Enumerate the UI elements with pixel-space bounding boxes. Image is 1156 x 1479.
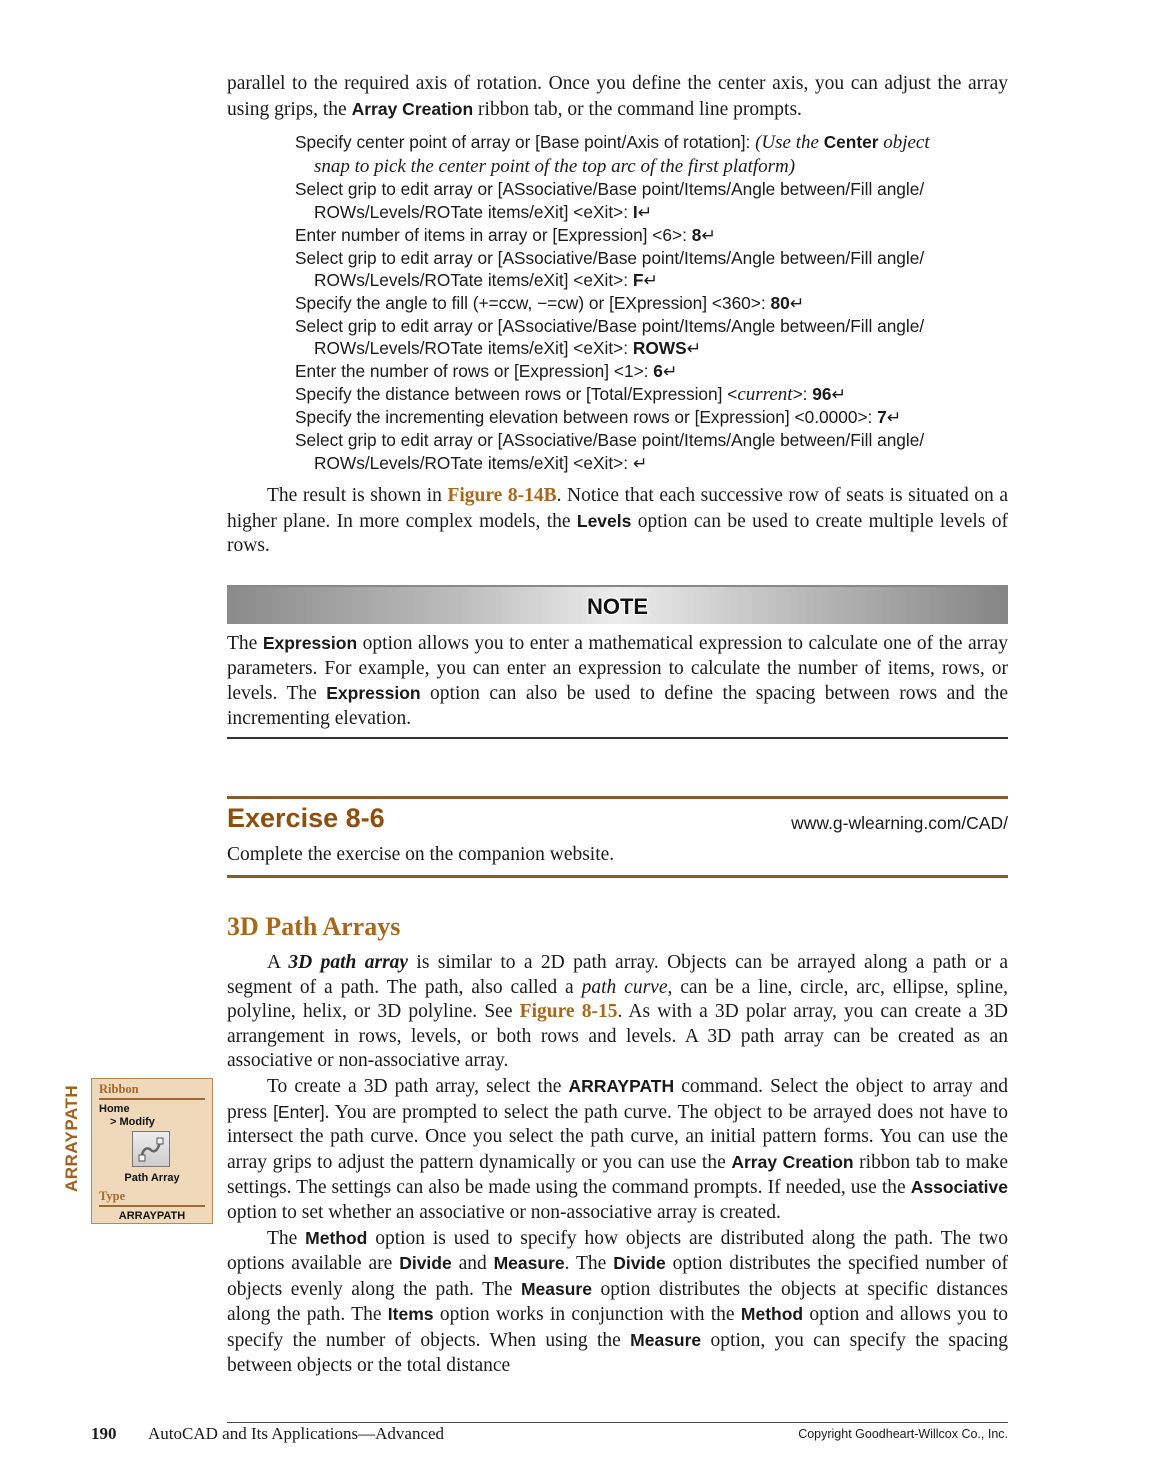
command-line: [295, 452, 1015, 475]
text-run: ↵: [643, 270, 658, 291]
page-footer: [91, 1422, 1008, 1444]
text-run: Expression: [262, 633, 358, 653]
text-run: Measure: [520, 1278, 592, 1299]
figure-link[interactable]: Figure 8-15: [519, 1001, 618, 1023]
note-header: NOTE: [227, 585, 1008, 624]
path-array-label: Path Array: [124, 1172, 180, 1184]
text-run: Array Creation: [731, 1151, 854, 1172]
text-run: ↵: [789, 292, 805, 313]
divider: [99, 1205, 205, 1207]
type-heading: Type: [99, 1189, 126, 1203]
text-run: The: [227, 633, 263, 654]
section-paragraph-1: [227, 951, 1008, 1074]
text-run: object: [878, 132, 930, 153]
text-run: Associative: [910, 1177, 1008, 1198]
text-run: current: [737, 383, 793, 405]
command-line: [295, 315, 1015, 338]
ribbon-tab: Home: [99, 1103, 130, 1115]
text-run: Center: [823, 132, 879, 152]
section-body: [227, 951, 1008, 1378]
command-line: [295, 337, 1015, 360]
text-run: Select grip to edit array or [ASsociative/Base point/Items/Angle between/Fill angle/: [295, 315, 925, 336]
text-run: 6: [653, 361, 663, 382]
text-run: . Notice that each successive row of seats is situated on a higher plane. In more complex models, the: [227, 485, 1009, 532]
command-line: [295, 224, 1015, 247]
note-body: [227, 631, 1008, 731]
text-run: . You are prompted to select the path curve. The object to be arrayed does not have to intersect the path curve. Once you select the path curve, an initial pattern forms. You can use the array grips to adjust the pattern dynamically or you can use the: [227, 1101, 1008, 1173]
exercise-title: Exercise 8-6: [227, 803, 385, 833]
text-run: and: [451, 1253, 494, 1275]
text-run: ROWs/Levels/ROTate items/eXit] <eXit>:: [314, 202, 633, 223]
page-number: 190: [91, 1424, 117, 1443]
text-run: . As with a 3D polar array, you can create a 3D arrangement in rows, levels, or both rows and levels. A 3D path array can be created as an associative or non-associative array.: [227, 1001, 1008, 1072]
text-run: option allows you to enter a mathematical expression to calculate one of the array parameters. For example, you can enter an expression to calculate the number of items, rows, or levels. The: [227, 633, 1008, 705]
text-run: To create a 3D path array, select the: [267, 1075, 569, 1097]
exercise-url[interactable]: www.g-wlearning.com/CAD/: [791, 813, 1008, 833]
text-run: 3D path array: [288, 952, 409, 973]
text-run: 96: [812, 383, 832, 404]
text-run: [Enter]: [273, 1101, 325, 1122]
text-run: 80: [770, 292, 790, 313]
text-run: . The: [564, 1253, 614, 1275]
text-run: A: [267, 952, 289, 973]
command-line: [295, 360, 1015, 383]
text-run: Array Creation: [351, 98, 474, 119]
text-run: option to set whether an associative or non-associative array is created.: [227, 1201, 781, 1223]
text-run: Levels: [576, 510, 632, 531]
command-line: [295, 292, 1015, 315]
text-run: ribbon tab, or the command line prompts.: [473, 98, 802, 120]
text-run: parallel to the required axis of rotation. Once you define the center axis, you can adjust the array using grips, the: [227, 73, 1008, 120]
text-run: ARRAYPATH: [568, 1075, 675, 1096]
text-run: (Use the: [755, 132, 824, 153]
text-run: option is used to specify how objects are distributed along the path. The two options available are: [227, 1227, 1008, 1275]
figure-link[interactable]: Figure 8-14B: [447, 485, 557, 506]
text-run: Items: [387, 1304, 434, 1325]
intro-paragraph: [227, 72, 1008, 122]
command-line: [295, 131, 1015, 155]
section-paragraph-3: [227, 1226, 1008, 1379]
text-run: ↵: [701, 224, 716, 245]
exercise-top-rule: [227, 796, 1008, 799]
command-line: [295, 383, 1015, 407]
divider: [99, 1098, 205, 1100]
text-run: Measure: [630, 1329, 702, 1350]
text-run: The: [267, 1227, 306, 1249]
text-run: ↵: [686, 338, 702, 359]
text-run: I: [632, 202, 638, 223]
command-line: [295, 406, 1015, 429]
text-run: option and allows you to specify the number of objects. When using the: [227, 1304, 1008, 1351]
text-run: ROWs/Levels/ROTate items/eXit] <eXit>: ↵: [314, 452, 648, 473]
text-run: ROWs/Levels/ROTate items/eXit] <eXit>:: [314, 338, 633, 359]
text-run: , can be a line, circle, arc, ellipse, spline, polyline, helix, or 3D polyline. See: [227, 976, 1008, 1023]
text-run: 8: [691, 224, 702, 245]
text-run: ROWs/Levels/ROTate items/eXit] <eXit>:: [314, 270, 633, 291]
text-run: ↵: [886, 407, 902, 428]
ribbon-panel: > Modify: [110, 1116, 155, 1128]
exercise-text: Complete the exercise on the companion website.: [227, 844, 615, 865]
command-line: [295, 269, 1015, 292]
text-run: Method: [740, 1304, 804, 1325]
text-run: Select grip to edit array or [ASsociative/Base point/Items/Angle between/Fill angle/: [295, 247, 925, 268]
text-run: Specify the angle to fill (+=ccw, −=cw) or [EXpression] <360>:: [295, 292, 771, 313]
path-array-button[interactable]: [132, 1131, 170, 1167]
command-line: [295, 201, 1015, 224]
text-run: Specify the incrementing elevation between rows or [Expression] <0.0000>:: [295, 407, 878, 428]
text-run: Specify the distance between rows or [Total/Expression] <: [295, 383, 738, 404]
text-run: Measure: [493, 1253, 565, 1274]
text-run: ↵: [831, 383, 846, 404]
text-run: is similar to a 2D path array. Objects can be arrayed along a path or a segment of a path. The path, also called a: [227, 952, 1008, 998]
type-command: ARRAYPATH: [118, 1210, 186, 1222]
text-run: option can be used to create multiple levels of rows.: [227, 510, 1008, 557]
text-run: ROWS: [632, 338, 687, 359]
text-run: option can also be used to define the spacing between rows and the incrementing elevation.: [227, 683, 1009, 729]
text-run: Divide: [613, 1253, 666, 1274]
text-run: Enter the number of rows or [Expression] <1>:: [295, 361, 654, 382]
text-run: F: [632, 270, 644, 291]
result-paragraph: [227, 484, 1008, 559]
command-line: [295, 247, 1015, 270]
command-line: [295, 429, 1015, 452]
text-run: option, you can specify the spacing between objects or the total distance: [227, 1329, 1008, 1376]
text-run: ↵: [637, 202, 653, 223]
text-run: >:: [792, 383, 813, 404]
text-run: Divide: [399, 1253, 452, 1274]
copyright: Copyright Goodheart-Willcox Co., Inc.: [798, 1427, 1008, 1441]
text-run: Enter number of items in array or [Expression] <6>:: [295, 224, 692, 245]
command-access-box: [91, 1078, 213, 1224]
text-run: Method: [305, 1227, 368, 1248]
text-run: The result is shown in: [267, 485, 448, 506]
command-sequence: [295, 131, 1015, 475]
ribbon-heading: Ribbon: [99, 1082, 139, 1096]
text-run: command. Select the object to array and press: [227, 1075, 1008, 1123]
text-run: ribbon tab to make settings. The settings can also be made using the command prompts. If needed, use the: [227, 1151, 1008, 1199]
note-bottom-rule: [227, 737, 1008, 739]
text-run: option distributes the specified number of objects evenly along the path. The: [227, 1253, 1009, 1300]
text-run: path curve: [581, 976, 668, 998]
path-array-icon: [133, 1132, 169, 1166]
text-run: option works in conjunction with the: [433, 1304, 741, 1326]
book-title: AutoCAD and Its Applications—Advanced: [148, 1424, 445, 1443]
exercise-bottom-rule: [227, 875, 1008, 878]
text-run: snap to pick the center point of the top arc of the first platform): [314, 155, 796, 177]
text-run: Expression: [326, 683, 421, 704]
text-run: 7: [877, 407, 887, 428]
sidebar-vertical-label: ARRAYPATH: [62, 1084, 81, 1192]
text-run: ↵: [662, 361, 678, 382]
command-line: [295, 155, 1015, 179]
text-run: option distributes the objects at specific distances along the path. The: [227, 1278, 1008, 1326]
text-run: Select grip to edit array or [ASsociative/Base point/Items/Angle between/Fill angle/: [295, 430, 925, 451]
command-line: [295, 178, 1015, 201]
text-run: Specify center point of array or [Base point/Axis of rotation]:: [295, 132, 756, 152]
text-run: Select grip to edit array or [ASsociative/Base point/Items/Angle between/Fill angle/: [295, 179, 925, 200]
footer-rule: [227, 1422, 1008, 1423]
section-paragraph-2: [227, 1074, 1008, 1226]
section-heading: 3D Path Arrays: [227, 912, 401, 941]
